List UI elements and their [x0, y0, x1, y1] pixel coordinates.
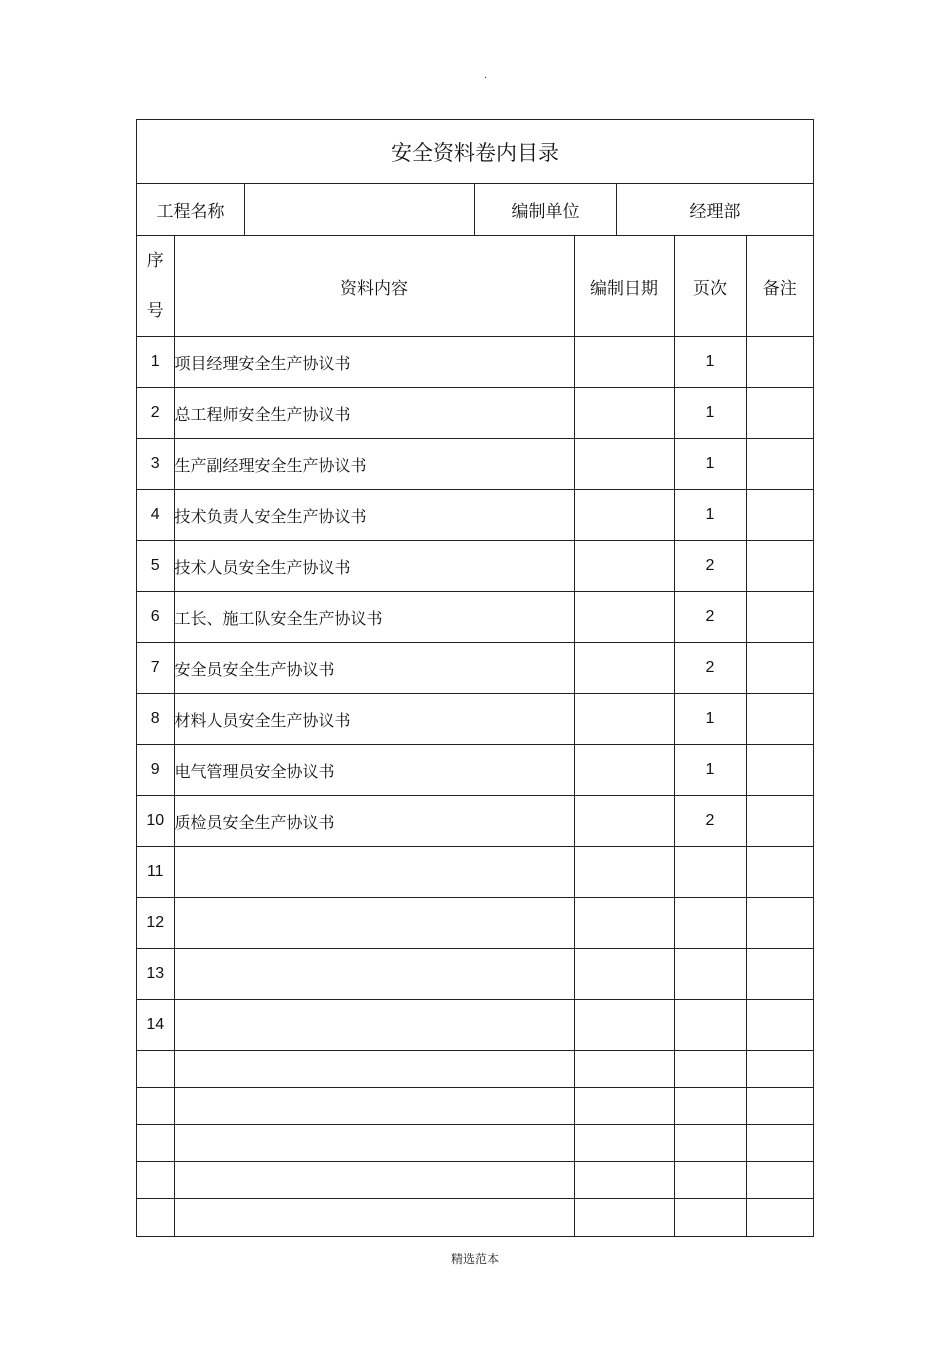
table-row	[137, 541, 813, 592]
row-page	[674, 1051, 746, 1088]
table-row	[137, 1199, 813, 1236]
column-header-content: 资料内容	[174, 236, 574, 337]
row-number: 2	[137, 388, 174, 439]
row-remark	[746, 643, 813, 694]
row-page: 1	[674, 439, 746, 490]
row-content: 技术负责人安全生产协议书	[174, 490, 574, 541]
row-number: 6	[137, 592, 174, 643]
row-remark	[746, 592, 813, 643]
table-row	[137, 1088, 813, 1125]
row-page	[674, 1125, 746, 1162]
header-mark: .	[484, 70, 488, 81]
row-content	[174, 1000, 574, 1051]
compiling-unit-label: 编制单位	[475, 184, 617, 235]
column-header-remark: 备注	[746, 236, 813, 337]
row-number: 13	[137, 949, 174, 1000]
row-content: 工长、施工队安全生产协议书	[174, 592, 574, 643]
table-row	[137, 745, 813, 796]
row-page	[674, 949, 746, 1000]
row-number: 12	[137, 898, 174, 949]
row-remark	[746, 1162, 813, 1199]
row-page	[674, 1088, 746, 1125]
row-number: 9	[137, 745, 174, 796]
row-content: 总工程师安全生产协议书	[174, 388, 574, 439]
row-page: 1	[674, 337, 746, 388]
table-row	[137, 643, 813, 694]
row-remark	[746, 949, 813, 1000]
row-page: 2	[674, 643, 746, 694]
table-row	[137, 1000, 813, 1051]
row-remark	[746, 898, 813, 949]
row-date	[574, 898, 674, 949]
row-number: 3	[137, 439, 174, 490]
row-page: 2	[674, 796, 746, 847]
row-date	[574, 745, 674, 796]
row-page: 1	[674, 388, 746, 439]
project-name-label: 工程名称	[137, 184, 245, 235]
table-row	[137, 1051, 813, 1088]
row-date	[574, 337, 674, 388]
project-name-value	[245, 184, 475, 235]
row-content	[174, 1088, 574, 1125]
row-content: 技术人员安全生产协议书	[174, 541, 574, 592]
column-header-page: 页次	[674, 236, 746, 337]
row-content	[174, 1051, 574, 1088]
row-date	[574, 1199, 674, 1236]
row-number	[137, 1162, 174, 1199]
row-number	[137, 1051, 174, 1088]
row-remark	[746, 796, 813, 847]
table-row	[137, 847, 813, 898]
row-content: 材料人员安全生产协议书	[174, 694, 574, 745]
row-page: 1	[674, 490, 746, 541]
row-page	[674, 1162, 746, 1199]
row-page: 2	[674, 541, 746, 592]
row-number: 4	[137, 490, 174, 541]
page-footer: 精选范本	[450, 1252, 499, 1266]
row-number: 5	[137, 541, 174, 592]
row-content: 项目经理安全生产协议书	[174, 337, 574, 388]
column-header-date: 编制日期	[574, 236, 674, 337]
row-content	[174, 949, 574, 1000]
column-header-no-line2: 号	[146, 301, 164, 321]
row-date	[574, 1051, 674, 1088]
table-row	[137, 796, 813, 847]
row-remark	[746, 1199, 813, 1236]
row-date	[574, 1088, 674, 1125]
row-date	[574, 643, 674, 694]
table-row	[137, 439, 813, 490]
row-date	[574, 541, 674, 592]
row-date	[574, 949, 674, 1000]
toc-sheet	[136, 119, 814, 1237]
row-remark	[746, 439, 813, 490]
row-date	[574, 439, 674, 490]
project-info-row	[137, 184, 813, 236]
row-date	[574, 1125, 674, 1162]
row-remark	[746, 745, 813, 796]
row-remark	[746, 337, 813, 388]
row-number: 10	[137, 796, 174, 847]
row-remark	[746, 541, 813, 592]
column-header-no-line1: 序	[146, 251, 164, 271]
table-row	[137, 1162, 813, 1199]
row-date	[574, 1162, 674, 1199]
row-number: 14	[137, 1000, 174, 1051]
row-number: 8	[137, 694, 174, 745]
row-content: 质检员安全生产协议书	[174, 796, 574, 847]
row-date	[574, 388, 674, 439]
table-row	[137, 898, 813, 949]
row-remark	[746, 1051, 813, 1088]
row-number: 11	[137, 847, 174, 898]
table-row	[137, 592, 813, 643]
row-date	[574, 694, 674, 745]
row-remark	[746, 388, 813, 439]
row-page: 2	[674, 592, 746, 643]
row-content	[174, 1162, 574, 1199]
compiling-unit-value: 经理部	[689, 202, 741, 222]
table-row	[137, 490, 813, 541]
row-content: 电气管理员安全协议书	[174, 745, 574, 796]
row-remark	[746, 1088, 813, 1125]
column-header-no	[137, 236, 174, 337]
table-row	[137, 1125, 813, 1162]
row-page: 1	[674, 694, 746, 745]
row-date	[574, 796, 674, 847]
row-content: 生产副经理安全生产协议书	[174, 439, 574, 490]
row-number	[137, 1199, 174, 1236]
document-title: 安全资料卷内目录	[137, 120, 813, 184]
row-remark	[746, 847, 813, 898]
row-page	[674, 847, 746, 898]
row-date	[574, 847, 674, 898]
row-number	[137, 1088, 174, 1125]
row-remark	[746, 694, 813, 745]
row-content: 安全员安全生产协议书	[174, 643, 574, 694]
table-header-row	[137, 236, 813, 337]
table-row	[137, 949, 813, 1000]
table-row	[137, 337, 813, 388]
table-row	[137, 694, 813, 745]
row-content	[174, 847, 574, 898]
row-content	[174, 898, 574, 949]
row-number: 7	[137, 643, 174, 694]
row-page	[674, 898, 746, 949]
row-page: 1	[674, 745, 746, 796]
row-page	[674, 1199, 746, 1236]
row-remark	[746, 1000, 813, 1051]
row-number	[137, 1125, 174, 1162]
row-content	[174, 1199, 574, 1236]
toc-table	[137, 236, 813, 1236]
row-date	[574, 1000, 674, 1051]
row-remark	[746, 1125, 813, 1162]
row-date	[574, 490, 674, 541]
row-remark	[746, 490, 813, 541]
row-number: 1	[137, 337, 174, 388]
row-content	[174, 1125, 574, 1162]
table-row	[137, 388, 813, 439]
row-date	[574, 592, 674, 643]
row-page	[674, 1000, 746, 1051]
